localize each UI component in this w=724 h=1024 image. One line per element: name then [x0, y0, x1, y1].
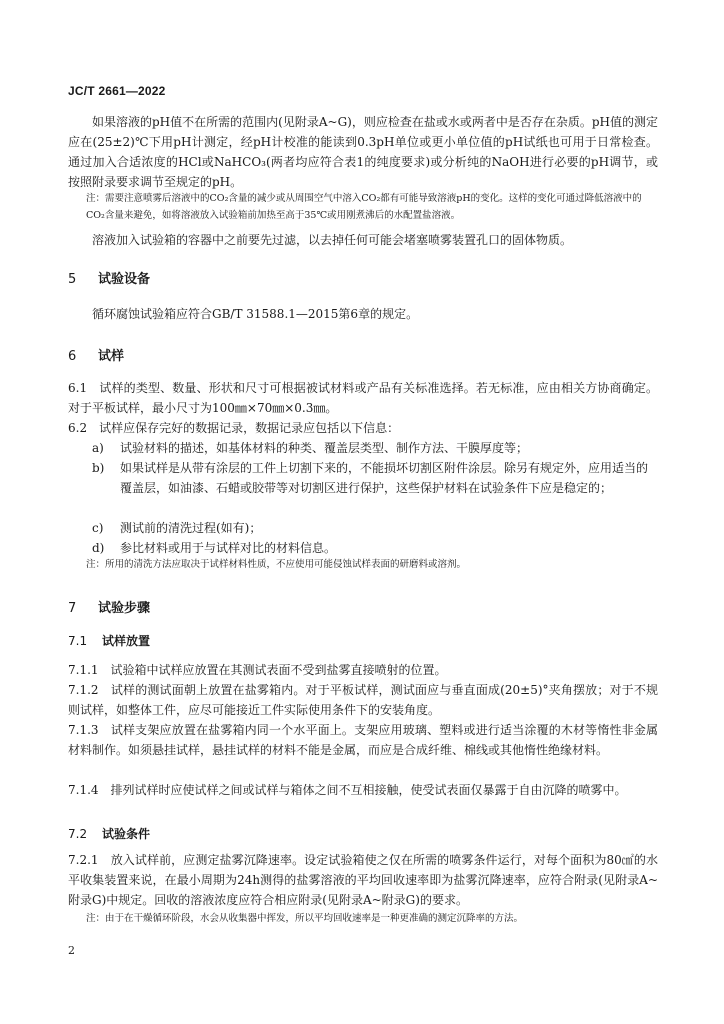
section-heading-6: [68, 345, 124, 364]
subsection-title: 试样放置: [102, 634, 151, 648]
clause-6-2: 6.2 试样应保存完好的数据记录，数据记录应包括以下信息：: [68, 421, 400, 435]
note-text: 所用的清洗方法应取决于试样材料性质，不应使用可能侵蚀试样表面的研磨料或溶剂。: [105, 559, 467, 570]
list-text: 如果试样是从带有涂层的工件上切割下来的，不能损坏切割区附件涂层。除另有规定外，应用适当的覆盖层，如油漆、石蜡或胶带等对切割区进行保护，这些保护材料在试验条件下应是稳定的；: [120, 461, 649, 495]
clause-7-1-3: 7.1.3 试样支架应放置在盐雾箱内同一个水平面上。支架应用玻璃、塑料或进行适当涂覆的木材等惰性非金属材料制作。如须悬挂试样，悬挂试样的材料不能是金属，而应是合成纤维、棉线或其他惰性绝缘材料。: [68, 723, 658, 757]
section-heading-5: [68, 268, 150, 287]
note-label: 注：: [86, 913, 106, 924]
note-co2: [86, 190, 658, 224]
note-cleaning: [86, 556, 658, 573]
note-label: 注：: [86, 193, 106, 204]
section-title: 试样: [98, 349, 125, 364]
paragraph-equipment: 循环腐蚀试验箱应符合GB/T 31588.1—2015第6章的规定。: [92, 307, 419, 321]
subsection-number: 7.1: [68, 634, 88, 648]
subsection-heading-7-1: [68, 632, 150, 649]
clause-7-2-1: 7.2.1 放入试样前，应测定盐雾沉降速率。设定试验箱使之仅在所需的喷雾条件运行，对每个面积为80㎠的水平收集装置来说，在最小周期为24h测得的盐雾溶液的平均回收速率即为盐雾沉降速率，应符合附录(见附录A~附录G)中规定。回收的溶液浓度应符合相应附录(见附录A~附录G)的要求。: [68, 853, 658, 907]
section-title: 试验步骤: [98, 601, 151, 616]
section-number: 7: [68, 601, 77, 616]
paragraph-filter: 溶液加入试验箱的容器中之前要先过滤，以去掉任何可能会堵塞喷雾装置孔口的固体物质。: [92, 233, 573, 247]
list-marker: c): [92, 521, 104, 535]
standard-header: JC/T 2661—2022: [68, 84, 166, 98]
page-number: 2: [68, 944, 75, 957]
clause-6-1: 6.1 试样的类型、数量、形状和尺寸可根据被试材料或产品有关标准选择。若无标准，应由相关方协商确定。对于平板试样，最小尺寸为100㎜×70㎜×0.3㎜。: [68, 381, 658, 415]
note-label: 注：: [86, 559, 106, 570]
note-text: 由于在干燥循环阶段，水会从收集器中挥发，所以平均回收速率是一种更准确的测定沉降率的方法。: [105, 913, 524, 924]
note-collection: [86, 910, 658, 927]
section-heading-7: [68, 597, 150, 616]
list-item-c: [92, 518, 658, 538]
list-marker: d): [92, 541, 105, 555]
subsection-heading-7-2: [68, 825, 150, 842]
subsection-number: 7.2: [68, 827, 88, 841]
clause-7-1-1: 7.1.1 试验箱中试样应放置在其测试表面不受到盐雾直接喷射的位置。: [68, 663, 447, 677]
list-item-d: [92, 538, 658, 558]
list-text: 参比材料或用于与试样对比的材料信息。: [120, 541, 337, 555]
note-text: 需要注意喷雾后溶液中的CO₂含量的减少或从周围空气中溶入CO₂都有可能导致溶液pH的变化。这样的变化可通过降低溶液中的CO₂含量来避免，如将溶液放入试验箱前加热至高于35℃或用刚煮沸后的水配置盐溶液。: [86, 193, 642, 221]
clause-7-1-4: 7.1.4 排列试样时应使试样之间或试样与箱体之间不互相接触，使受试表面仅暴露于自由沉降的喷雾中。: [68, 783, 627, 797]
subsection-title: 试验条件: [102, 827, 151, 841]
clause-7-1-2: 7.1.2 试样的测试面朝上放置在盐雾箱内。对于平板试样，测试面应与垂直面成(20±5)°夹角摆放；对于不规则试样，如整体工件，应尽可能接近工件实际使用条件下的安装角度。: [68, 683, 658, 717]
list-text: 试验材料的描述，如基体材料的种类、覆盖层类型、制作方法、干膜厚度等；: [120, 441, 529, 455]
section-number: 6: [68, 349, 77, 364]
list-marker: a): [92, 441, 104, 455]
section-title: 试验设备: [98, 272, 151, 287]
list-item-a: [92, 438, 658, 458]
list-item-b: [92, 458, 658, 498]
section-number: 5: [68, 272, 77, 287]
list-text: 测试前的清洗过程(如有)；: [120, 521, 262, 535]
list-marker: b): [92, 461, 105, 475]
paragraph-ph-check: 如果溶液的pH值不在所需的范围内(见附录A~G)，则应检查在盐或水或两者中是否存在杂质。pH值的测定应在(25±2)℃下用pH计测定，经pH计校准的能读到0.3pH单位或更小单位值的pH试纸也可用于日常检查。通过加入合适浓度的HCl或NaHCO₃(两者均应符合表1的纯度要求)或分析纯的NaOH进行必要的pH调节，或按照附录要求调节至规定的pH。: [68, 115, 658, 189]
